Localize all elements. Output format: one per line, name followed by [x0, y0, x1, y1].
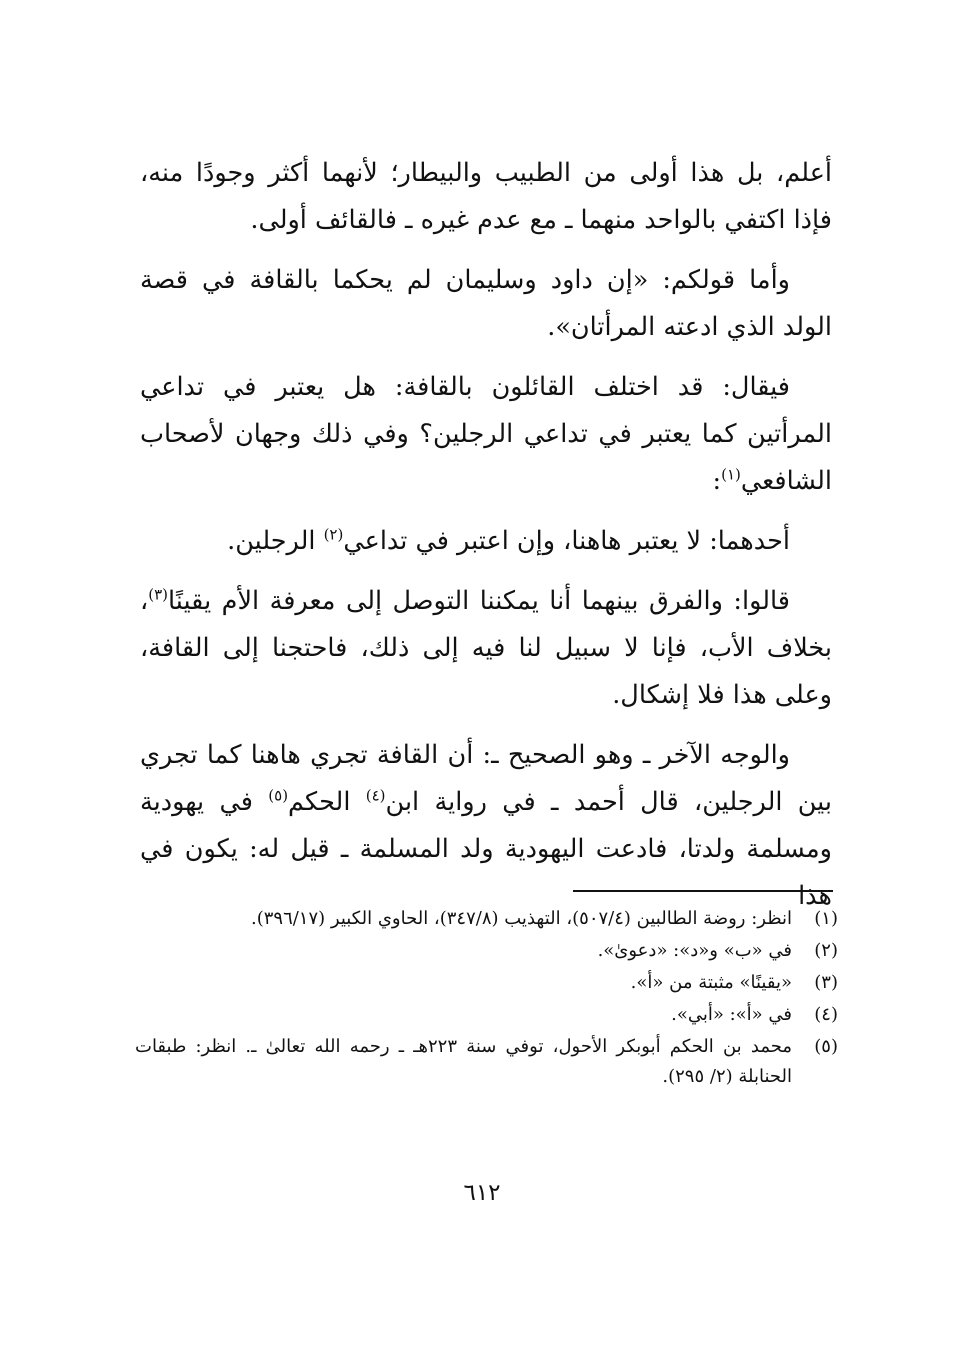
- footnote-number: (٢): [814, 940, 838, 961]
- paragraph: [140, 578, 832, 719]
- footnote-reference[interactable]: (٣): [148, 585, 169, 604]
- text-segment: ، بخلاف الأب، فإنا لا سبيل لنا فيه إلى ذلك، فاحتجنا إلى القافة، وعلى هذا فلا إشكال.: [140, 586, 832, 710]
- text-segment: أعلم، بل هذا أولى من الطبيب والبيطار؛ لأنهما أكثر وجودًا منه، فإذا اكتفي بالواحد منهما ـ مع عدم غيره ـ فالقائف أولى.: [140, 158, 832, 235]
- text-segment: الحكم: [288, 787, 366, 817]
- footnote-text: في «ب» و«د»: «دعوىٰ».: [597, 940, 792, 961]
- footnote-text: في «أ»: «أبي».: [671, 1004, 792, 1025]
- paragraph: [140, 518, 832, 565]
- footnote-reference[interactable]: (١): [721, 465, 741, 484]
- page-number: ٦١٢: [463, 1180, 501, 1206]
- footnote-number: (٤): [814, 1004, 838, 1025]
- footnote-text: «يقينًا» مثبتة من «أ».: [630, 972, 792, 993]
- text-segment: الرجلين.: [227, 526, 324, 556]
- footnote: [135, 1000, 838, 1030]
- text-segment: والوجه الآخر ـ وهو الصحيح ـ: أن القافة تجري هاهنا كما تجري بين الرجلين، قال أحمد ـ في رواية ابن: [140, 740, 832, 817]
- footnote: [135, 904, 838, 934]
- footnotes: [135, 904, 838, 1094]
- text-segment: قالوا: والفرق بينهما أنا يمكننا التوصل إلى معرفة الأم يقينًا: [168, 586, 790, 616]
- footnote-text: انظر: روضة الطالبين (٥٠٧/٤)، التهذيب (٣٤٧/٨)، الحاوي الكبير (٣٩٦/١٧).: [250, 908, 792, 929]
- footnote: [135, 1032, 838, 1092]
- footnote-number: (١): [814, 908, 838, 929]
- footnote-reference[interactable]: (٢): [323, 525, 344, 544]
- footnote-number: (٥): [814, 1036, 838, 1057]
- footnote-reference[interactable]: (٤): [365, 786, 386, 805]
- body-text: [140, 150, 832, 933]
- text-segment: وأما قولكم: «إن داود وسليمان لم يحكما بالقافة في قصة الولد الذي ادعته المرأتان».: [140, 265, 832, 342]
- text-segment: أحدهما: لا يعتبر هاهنا، وإن اعتبر في تداعي: [343, 526, 790, 556]
- footnote-separator: [573, 890, 833, 892]
- footnote: [135, 936, 838, 966]
- paragraph: [140, 364, 832, 505]
- footnote-reference[interactable]: (٥): [268, 786, 289, 805]
- footnote-text: محمد بن الحكم أبوبكر الأحول، توفي سنة ٢٢٣هـ ـ رحمه الله تعالىٰ ـ. انظر: طبقات الحنابلة (٢/ ٢٩٥).: [135, 1036, 792, 1087]
- text-segment: فيقال: قد اختلف القائلون بالقافة: هل يعتبر في تداعي المرأتين كما يعتبر في تداعي الرجلين؟ وفي ذلك وجهان لأصحاب الشافعي: [140, 372, 832, 496]
- paragraph: [140, 257, 832, 351]
- text-segment: :: [712, 466, 722, 496]
- footnote: [135, 968, 838, 998]
- paragraph: [140, 150, 832, 244]
- text-segment: في يهودية ومسلمة ولدتا، فادعت اليهودية ولد المسلمة ـ قيل له: يكون في هذا: [140, 787, 832, 911]
- footnote-number: (٣): [814, 972, 838, 993]
